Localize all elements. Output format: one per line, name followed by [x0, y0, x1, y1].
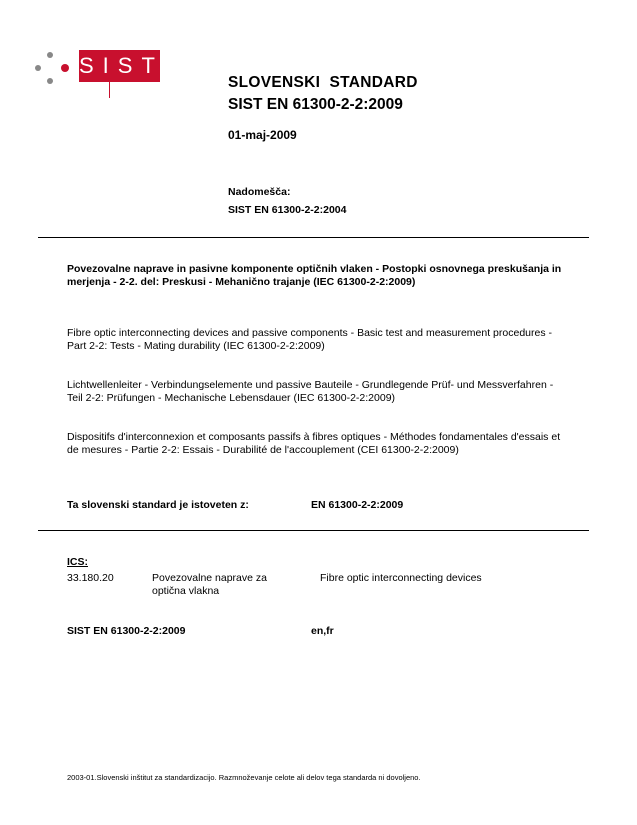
sist-logo: SIST — [79, 50, 160, 82]
ics-label: ICS: — [67, 556, 88, 568]
replaces-value: SIST EN 61300-2-2:2004 — [228, 204, 347, 216]
title-german: Lichtwellenleiter - Verbindungselemente und passive Bauteile - Grundlegende Prüf- und Messverfahren - Teil 2-2: Prüfungen - Mechanische Lebensdauer (IEC 61300-2-2:2009) — [67, 379, 554, 404]
divider-top — [38, 237, 589, 238]
ics-code: 33.180.20 — [67, 572, 114, 584]
sist-logo-dots — [34, 51, 70, 85]
logo-underline — [109, 82, 110, 98]
copyright-notice: 2003-01.Slovenski inštitut za standardizacijo. Razmnoževanje celote ali delov tega standarda ni dovoljeno. — [67, 773, 421, 782]
standard-date: 01-maj-2009 — [228, 128, 297, 142]
ics-description-en: Fibre optic interconnecting devices — [320, 572, 482, 584]
standard-id: SIST EN 61300-2-2:2009 — [228, 96, 403, 113]
title-english: Fibre optic interconnecting devices and passive components - Basic test and measurement procedures - Part 2-2: Tests - Mating durability (IEC 61300-2-2:2009) — [67, 327, 552, 352]
replaces-label: Nadomešča: — [228, 186, 291, 198]
equivalence-value: EN 61300-2-2:2009 — [311, 499, 404, 511]
title-french: Dispositifs d'interconnexion et composants passifs à fibres optiques - Méthodes fondamentales d'essais et de mesures - Partie 2-2: Essais - Durabilité de l'accouplement (CEI 61300-2-2:2009) — [67, 431, 561, 456]
document-languages: en,fr — [311, 625, 334, 637]
divider-bottom — [38, 530, 589, 531]
title-slovenian: Povezovalne naprave in pasivne komponente optičnih vlaken - Postopki osnovnega preskušanja in merjenja - 2-2. del: Preskusi - Mehanično trajanje (IEC 61300-2-2:2009) — [67, 263, 562, 288]
standard-label: SLOVENSKI STANDARD — [228, 74, 418, 91]
document-id: SIST EN 61300-2-2:2009 — [67, 625, 186, 637]
ics-description-sl: Povezovalne naprave za optična vlakna — [152, 572, 267, 597]
equivalence-label: Ta slovenski standard je istoveten z: — [67, 499, 249, 511]
